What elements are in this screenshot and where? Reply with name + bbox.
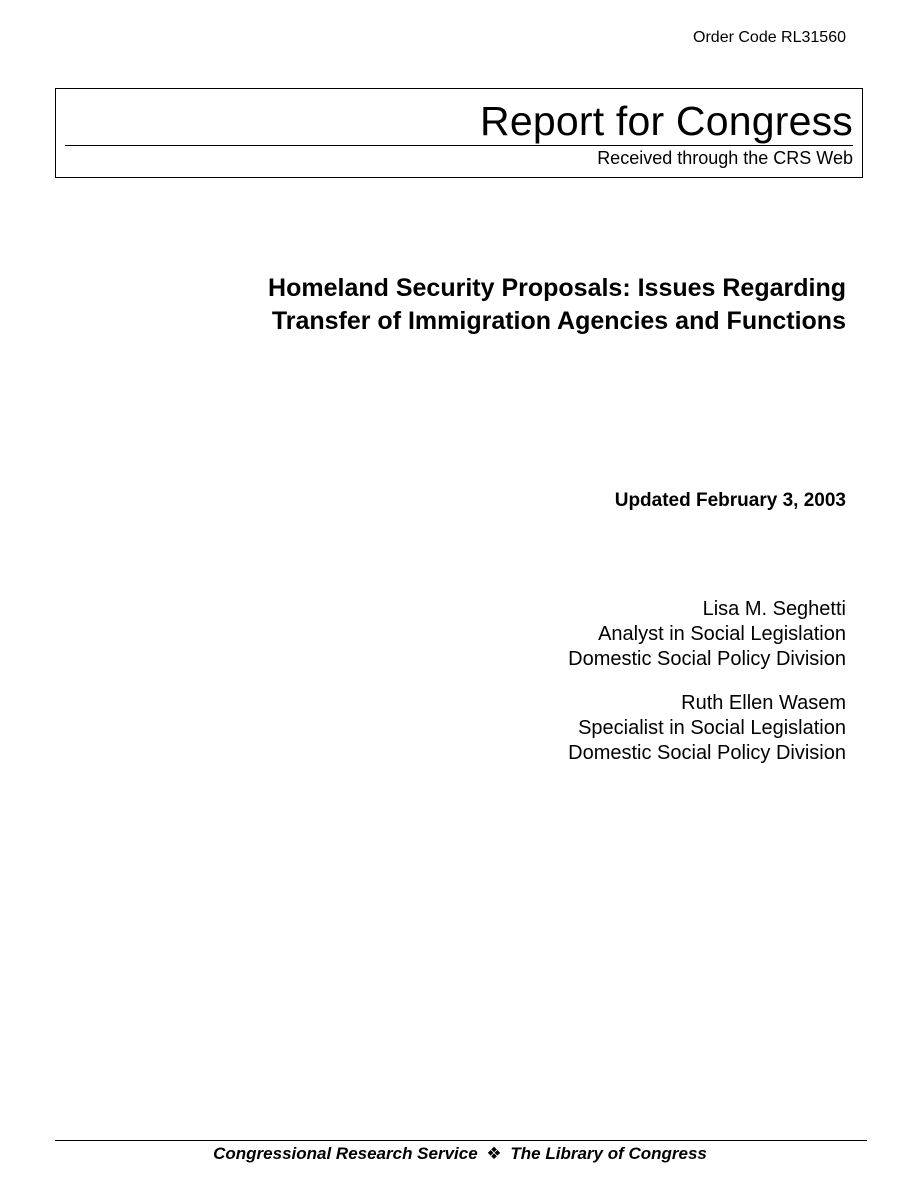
document-title-line-1: Homeland Security Proposals: Issues Regarding (268, 274, 846, 302)
author-division: Domestic Social Policy Division (568, 648, 846, 670)
report-title: Report for Congress (480, 98, 853, 144)
author-name: Ruth Ellen Wasem (681, 692, 846, 714)
author-name: Lisa M. Seghetti (702, 598, 846, 620)
author-block-1 (568, 597, 846, 672)
order-code: Order Code RL31560 (693, 29, 846, 46)
footer-library: The Library of Congress (510, 1144, 707, 1163)
report-subtitle: Received through the CRS Web (597, 148, 853, 168)
report-banner-divider (65, 145, 853, 146)
updated-date: Updated February 3, 2003 (614, 490, 846, 511)
author-block-2 (568, 691, 846, 766)
author-division: Domestic Social Policy Division (568, 742, 846, 764)
document-title (126, 272, 846, 338)
author-position: Analyst in Social Legislation (598, 623, 846, 645)
report-banner (55, 88, 863, 178)
footer-crs: Congressional Research Service (213, 1144, 478, 1163)
diamond-separator-icon: ❖ (486, 1144, 502, 1163)
footer (0, 1143, 920, 1165)
author-position: Specialist in Social Legislation (578, 717, 846, 739)
footer-divider (55, 1140, 867, 1141)
document-title-line-2: Transfer of Immigration Agencies and Functions (271, 307, 846, 335)
